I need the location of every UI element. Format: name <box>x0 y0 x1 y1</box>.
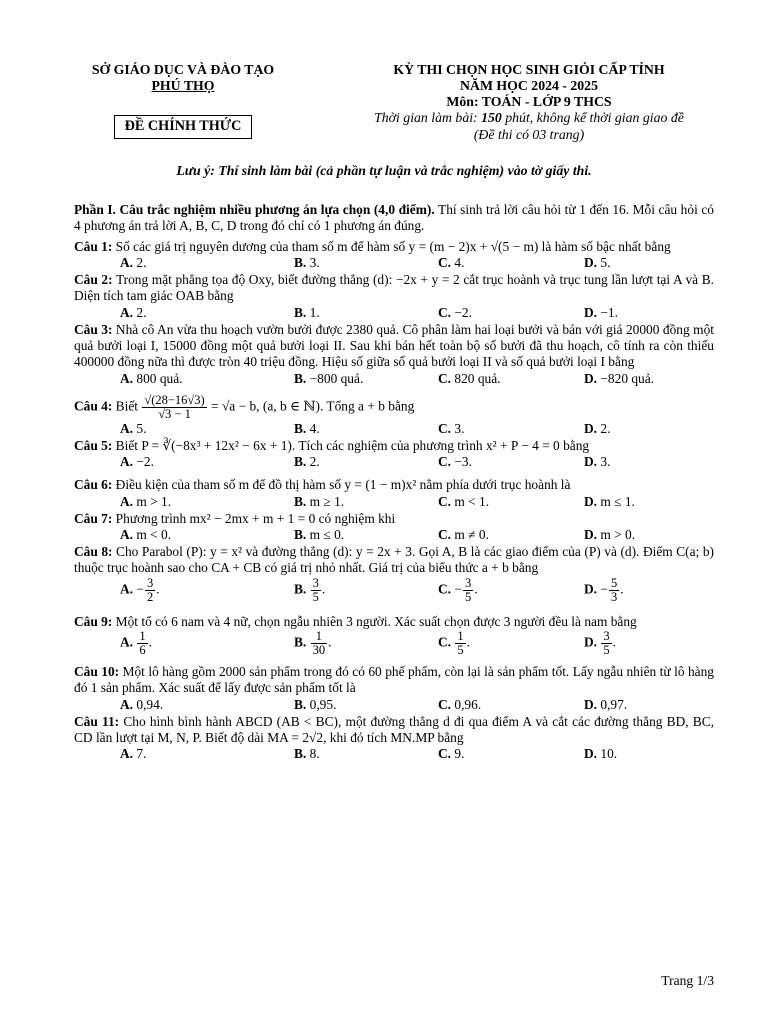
question-text: Câu 1: Số các giá trị nguyên dương của tham số m để hàm số y = (m − 2)x + √(5 − m) là hàm số bậc nhất bằng <box>74 238 671 254</box>
exam-note: Lưu ý: Thí sinh làm bài (cả phần tự luận và trắc nghiệm) vào tờ giấy thi. <box>176 163 592 178</box>
part1-heading: Phần I. Câu trắc nghiệm nhiều phương án lựa chọn (4,0 điểm). Thí sinh trả lời câu hỏi từ 1 đến 16. Mỗi câu hỏi có 4 phương án trả lời A, B, C, D trong đó chỉ có 1 phương án đúng. <box>74 202 714 234</box>
question-11 <box>74 714 714 764</box>
option-c: C. −2. <box>438 304 472 320</box>
option-c: C. $\frac{1}{5}$ . <box>438 629 470 658</box>
answer-options <box>74 630 714 664</box>
option-c: C. − $\frac{3}{5}$ . <box>438 575 478 604</box>
option-a: A. 7. <box>120 746 147 762</box>
question-8 <box>74 544 714 611</box>
option-d: D. $\frac{3}{5}$ . <box>584 629 616 658</box>
question-10 <box>74 664 714 714</box>
question-2 <box>74 272 714 322</box>
answer-options <box>74 255 714 272</box>
option-a: A. 0,94. <box>120 696 164 712</box>
option-d: D. 2. <box>584 421 611 436</box>
option-c: C. m ≠ 0. <box>438 527 489 543</box>
option-d: D. m > 0. <box>584 527 636 543</box>
option-c: C. 3. <box>438 421 465 436</box>
question-text: Câu 11: Cho hình bình hành ABCD (AB < BC), một đường thẳng d đi qua điểm A và cắt các đường thẳng BD, BC, CD lần lượt tại M, N, P. Biết độ dài MA = 2√2, khi đó tích MN.MP bằng <box>74 713 714 746</box>
question-text: Câu 10: Một lô hàng gồm 2000 sản phẩm trong đó có 60 phế phẩm, còn lại là sản phẩm tốt. Lấy ngẫu nhiên từ lô hàng đó 1 sản phẩm. Xác suất để lấy được sản phẩm tốt là <box>74 664 715 696</box>
option-a: A. −2. <box>120 454 154 470</box>
option-fraction: $\frac{3}{5}$ <box>312 575 319 604</box>
question-list <box>74 239 714 764</box>
answer-options <box>74 577 714 611</box>
option-d: D. m ≤ 1. <box>584 493 635 509</box>
option-d: D. 5. <box>584 255 611 271</box>
option-d: D. −1. <box>584 304 618 320</box>
option-b: B. 0,95. <box>294 696 337 712</box>
option-a: A. 5. <box>120 421 147 436</box>
option-a: A. 800 quả. <box>120 370 183 386</box>
option-a: A. m < 0. <box>120 527 172 543</box>
option-b: B. −800 quả. <box>294 370 364 386</box>
question-text: Câu 6: Điều kiện của tham số m để đồ thị hàm số y = (1 − m)x² nằm phía dưới trục hoành là <box>74 477 571 493</box>
option-b: B. 2. <box>294 454 320 470</box>
question-text: Câu 5: Biết P = ∛(−8x³ + 12x² − 6x + 1). Tích các nghiệm của phương trình x² + P − 4 = 0 bằng <box>74 438 590 453</box>
option-fraction: $\frac{3}{5}$ <box>603 629 610 658</box>
fraction: $\frac{√(28-16√3)}{√3 - 1}$ <box>144 392 205 421</box>
header-left <box>74 62 292 139</box>
province-name: PHÚ THỌ <box>151 77 215 93</box>
answer-options <box>74 746 714 763</box>
option-c: C. 0,96. <box>438 696 482 712</box>
option-b: B. m ≤ 0. <box>294 527 345 543</box>
questions-section <box>74 202 714 763</box>
header-right <box>334 62 724 143</box>
option-c: C. 9. <box>438 746 465 762</box>
option-a: A. m > 1. <box>120 493 172 509</box>
page-number: Trang 1/3 <box>661 973 714 988</box>
option-d: D. −820 quả. <box>584 370 655 386</box>
question-text: Câu 7: Phương trình mx² − 2mx + m + 1 = 0 có nghiệm khi <box>74 510 396 526</box>
question-5 <box>74 438 714 471</box>
question-7 <box>74 511 714 544</box>
option-fraction: $\frac{3}{2}$ <box>146 575 154 604</box>
question-text: Câu 4: Biết $\frac{√(28-16√3)}{√3 - 1}$ = √a − b, (a, b ∈ ℕ). Tổng a + b bằng <box>74 392 415 421</box>
option-a: A. 2. <box>120 255 147 271</box>
official-label-box: ĐỀ CHÍNH THỨC <box>114 115 253 138</box>
option-fraction: $\frac{1}{5}$ <box>457 629 464 658</box>
option-d: D. 3. <box>584 454 611 470</box>
option-fraction: $\frac{1}{30}$ <box>312 629 326 658</box>
question-9 <box>74 614 714 664</box>
option-b: B. 4. <box>294 421 320 436</box>
question-3 <box>74 322 714 388</box>
subject: Môn: TOÁN - LỚP 9 THCS <box>446 94 612 110</box>
option-fraction: $\frac{5}{3}$ <box>610 575 618 604</box>
option-b: B. m ≥ 1. <box>294 493 345 509</box>
answer-options <box>74 697 714 714</box>
option-d: D. 10. <box>584 746 618 762</box>
option-c: C. m < 1. <box>438 493 490 509</box>
time-limit: Thời gian làm bài: 150 phút, không kể thời gian giao đề <box>374 110 684 126</box>
question-1 <box>74 239 714 272</box>
question-6 <box>74 477 714 510</box>
option-c: C. 820 quả. <box>438 370 501 386</box>
option-fraction: $\frac{3}{5}$ <box>464 575 472 604</box>
option-fraction: $\frac{1}{6}$ <box>139 629 146 658</box>
exam-title: KỲ THI CHỌN HỌC SINH GIỎI CẤP TỈNH <box>393 62 665 77</box>
question-4 <box>74 394 714 438</box>
question-text: Câu 8: Cho Parabol (P): y = x² và đường thẳng (d): y = 2x + 3. Gọi A, B là các giao điểm của (P) và (d). Điểm C(a; b) thuộc trục hoành sao cho CA + CB có giá trị nhỏ nhất. Giá trị của biểu thức a + b bằng <box>74 544 714 576</box>
department-name: SỞ GIÁO DỤC VÀ ĐÀO TẠO <box>91 62 275 77</box>
question-text: Câu 9: Một tổ có 6 nam và 4 nữ, chọn ngẫu nhiên 3 người. Xác suất chọn được 3 người đều là nam bằng <box>74 613 637 629</box>
answer-options <box>74 494 714 511</box>
answer-options <box>74 527 714 544</box>
option-b: B. $\frac{3}{5}$ . <box>294 575 326 604</box>
answer-options <box>74 421 714 438</box>
answer-options <box>74 454 714 471</box>
answer-options <box>74 371 714 388</box>
option-c: C. 4. <box>438 255 465 271</box>
answer-options <box>74 305 714 322</box>
option-d: D. 0,97. <box>584 696 628 712</box>
question-text: Câu 3: Nhà cô An vừa thu hoạch vườn bưởi được 2380 quả. Cô phân làm hai loại bưởi và bán với giá 20000 đồng một quả bưởi loại I, 15000 đồng một quả bưởi loại II. Sau khi bán hết toàn bộ số bưởi đã thu hoạch, cô tính ra còn thiếu 400000 đồng nữa thì được tròn 40 triệu đồng. Hiệu số giữa số quả bưởi loại II và số quả bưởi loại I bằng <box>74 321 714 370</box>
option-b: B. $\frac{1}{30}$ . <box>294 629 332 658</box>
option-a: A. − $\frac{3}{2}$ . <box>120 575 160 604</box>
option-c: C. −3. <box>438 454 472 470</box>
option-a: A. $\frac{1}{6}$ . <box>120 629 152 658</box>
option-b: B. 1. <box>294 304 320 320</box>
option-d: D. − $\frac{5}{3}$ . <box>584 575 624 604</box>
school-year: NĂM HỌC 2024 - 2025 <box>460 78 598 94</box>
question-text: Câu 2: Trong mặt phẳng tọa độ Oxy, biết đường thẳng (d): −2x + y = 2 cắt trục hoành và trục tung lần lượt tại A và B. Diện tích tam giác OAB bằng <box>74 272 714 304</box>
option-a: A. 2. <box>120 304 147 320</box>
option-b: B. 3. <box>294 255 320 271</box>
page-count: (Đề thi có 03 trang) <box>473 126 585 142</box>
option-b: B. 8. <box>294 746 320 762</box>
